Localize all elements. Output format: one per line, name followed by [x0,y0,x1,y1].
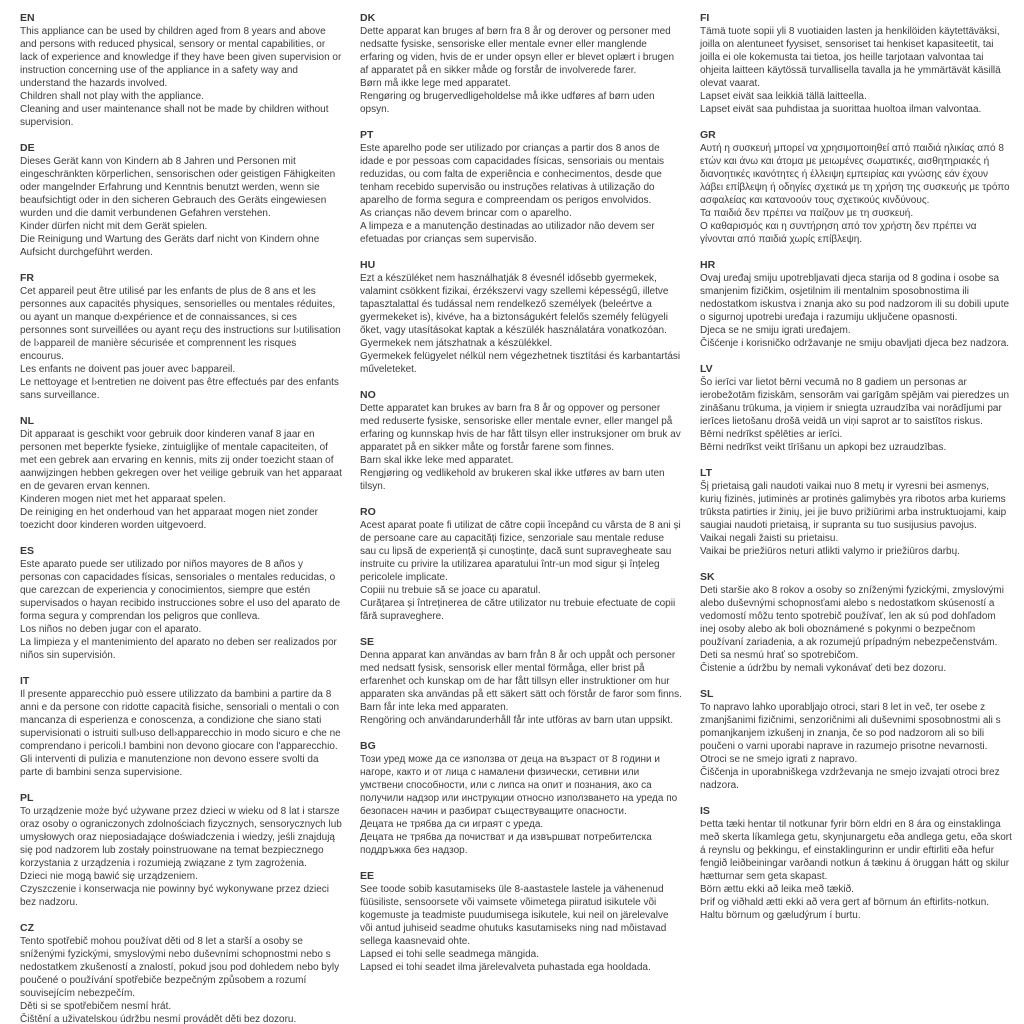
language-block-gr [700,129,1012,246]
instruction-paragraph: Децата не трябва да си играят с уреда. [360,819,544,830]
instruction-paragraph: Ezt a készüléket nem használhatják 8 évesnél idősebb gyermekek, valamint csökkent fizikai, érzékszervi vagy szellemi képességű, illetve tapasztalattal és tudással nem rendelkező személyek (beleértve a gyermekeket is), kivéve, ha a biztonságukért felelős személy felügyeli őket, vagy utasításokat kaptak a készülék használatára vonatkozóan. [360,273,669,336]
language-block-se [360,636,682,727]
instruction-paragraph: Þetta tæki hentar til notkunar fyrir börn eldri en 8 ára og einstaklinga með skerta líkamlega getu, skynjunargetu eða andlega getu, eða skort á reynslu og þekkingu, ef einstaklingurinn er undir eftirliti eða hefur fengið leiðbeiningar varðandi notkun á tækinu á öruggan hátt og skilur hætturnar sem geta skapast. [700,819,1012,882]
language-code-heading: FI [700,12,710,24]
instruction-paragraph: See toode sobib kasutamiseks üle 8-aastastele lastele ja vähenenud füüsiliste, sensoorsete või vaimsete võimetega piiratud isikutele või kogemuste ja teadmiste puudumisega isikutele, kui neil on järelevalve või antud juhiseid seadme ohutuks kasutamiseks ning nad mõistavad sellega kaasnevaid ohte. [360,884,669,947]
language-block-hu [360,259,682,376]
language-code-heading: PT [360,129,374,141]
instruction-paragraph: Šį prietaisą gali naudoti vaikai nuo 8 metų ir vyresni bei asmenys, kurių fizinės, jutiminės ar protinės galimybės yra ribotos arba kuriems trūksta patirties ir žinių, jei jie buvo prižiūrimi arba instruktuojami, kaip saugiai naudoti prietaisą, ir supranta su tuo susijusius pavojus. [700,481,1007,531]
instruction-paragraph: Gyermekek nem játszhatnak a készülékkel. [360,338,553,349]
instruction-paragraph: Cet appareil peut être utilisé par les enfants de plus de 8 ans et les personnes aux capacités physiques, sensorielles ou mentales réduites, ou ayant un manque d›expérience et de connaissances, si ces personnes sont surveillées ou ayant reçu des instructions sur l›utilisation de l›appareil de manière sécurisée et comprennent les risques encourus. [20,286,341,362]
instruction-paragraph: Děti si se spotřebičem nesmí hrát. [20,1001,172,1012]
instruction-paragraph: Deti sa nesmú hrať so spotrebičom. [700,650,859,661]
instruction-paragraph: Čištění a uživatelskou údržbu nesmí provádět děti bez dozoru. [20,1014,297,1024]
instruction-paragraph: Dette apparat kan bruges af børn fra 8 år og derover og personer med nedsatte fysiske, sensoriske eller mentale evner eller manglende erfaring og viden, hvis de er under opsyn eller er blevet oplært i brugen af apparatet på en sikker måde og forstår de involverede farer. [360,26,675,76]
language-code-heading: HU [360,259,376,271]
instruction-paragraph: A limpeza e a manutenção destinadas ao utilizador não devem ser efetuadas por crianças sem supervisão. [360,221,655,245]
instruction-paragraph: Börn ættu ekki að leika með tækið. [700,884,854,895]
language-code-heading: IT [20,675,30,687]
language-code-heading: LT [700,467,713,479]
language-block-it [20,675,342,779]
instruction-paragraph: As crianças não devem brincar com o aparelho. [360,208,572,219]
language-block-cz [20,922,342,1024]
instruction-paragraph: Vaikai be priežiūros neturi atlikti valymo ir priežiūros darbų. [700,546,960,557]
column-2 [360,12,682,1024]
instruction-paragraph: Die Reinigung und Wartung des Geräts darf nicht von Kindern ohne Aufsicht durchgeführt werden. [20,234,320,258]
instruction-paragraph: Il presente apparecchio può essere utilizzato da bambini a partire da 8 anni e da persone con ridotte capacità fisiche, sensoriali o mentali o con mancanza di esperienza e conoscenza, a condizione che siano stati supervisionati o istruiti sull›uso dell›apparecchio in modo sicuro e che ne comprendano i pericoli.I bambini non devono giocare con l'apparecchio. [20,689,341,752]
instruction-paragraph: Rengøring og brugervedligeholdelse må ikke udføres af børn uden opsyn. [360,91,655,115]
instruction-paragraph: To napravo lahko uporabljajo otroci, stari 8 let in več, ter osebe z zmanjšanimi fizičnimi, senzoričnimi ali duševnimi sposobnostmi ali s pomanjkanjem izkušenj in znanja, če so pod nadzorom ali so bili poučeni o varni uporabi naprave in razumejo prisotne nevarnosti. [700,702,1001,752]
language-code-heading: PL [20,792,34,804]
instruction-paragraph: Tämä tuote sopii yli 8 vuotiaiden lasten ja henkilöiden käytettäväksi, joilla on alentuneet fyysiset, sensoriset tai henkiset kapasiteetit, tai joilla ei ole kokemusta tai tietoa, jos heille tarjotaan valvontaa tai ohjeita laitteen käytössä turvallisella tavalla ja he ymmärtävät käsillä olevat vaarat. [700,26,1001,89]
instruction-paragraph: Gyermekek felügyelet nélkül nem végezhetnek tisztítási és karbantartási műveleteket. [360,351,681,375]
language-code-heading: GR [700,129,716,141]
language-block-lv [700,363,1012,454]
instruction-paragraph: Lapsed ei tohi selle seadmega mängida. [360,949,540,960]
instruction-paragraph: Vaikai negali žaisti su prietaisu. [700,533,839,544]
language-code-heading: CZ [20,922,34,934]
language-block-de [20,142,342,259]
instruction-paragraph: Este aparato puede ser utilizado por niños mayores de 8 años y personas con capacidades físicas, sensoriales o mentales reducidas, o que carezcan de experiencia y conocimientos, siempre que estén supervisados o hayan recibido instrucciones sobre el uso del aparato de forma segura y comprendan los peligros que conlleva. [20,559,341,622]
instruction-paragraph: De reiniging en het onderhoud van het apparaat mogen niet zonder toezicht door kinderen worden uitgevoerd. [20,507,318,531]
instruction-paragraph: To urządzenie może być używane przez dzieci w wieku od 8 lat i starsze oraz osoby o ograniczonych zdolnościach fizycznych, sensorycznych lub umysłowych oraz nieposiadające doświadczenia i wiedzy, jeśli znajdują się pod nadzorem lub zostały poinstruowane na temat bezpiecznego korzystania z urządzenia i rozumieją związane z tym zagrożenia. [20,806,342,869]
instruction-paragraph: Dette apparatet kan brukes av barn fra 8 år og oppover og personer med reduserte fysiske, sensoriske eller mentale evner, eller mangel på erfaring og kunnskap hvis de har fått tilsyn eller instruksjoner om bruk av apparatet på en sikker måte og forstår farene som finnes. [360,403,681,453]
language-code-heading: SL [700,688,714,700]
instruction-paragraph: Børn må ikke lege med apparatet. [360,78,511,89]
instruction-paragraph: Čišćenje i korisničko održavanje ne smiju obavljati djeca bez nadzora. [700,338,1010,349]
language-code-heading: SK [700,571,715,583]
language-block-hr [700,259,1012,350]
instruction-paragraph: Children shall not play with the appliance. [20,91,204,102]
language-block-pt [360,129,682,246]
instruction-paragraph: Les enfants ne doivent pas jouer avec l›appareil. [20,364,236,375]
column-3 [700,12,1012,1024]
instruction-paragraph: Dit apparaat is geschikt voor gebruik door kinderen vanaf 8 jaar en personen met beperkte fysieke, zintuiglijke of mentale capaciteiten, of met een gebrek aan ervaring en kennis, mits zij onder toezicht staan of aanwijzingen hebben gekregen over het veilige gebruik van het apparaat en de gevaren ervan kennen. [20,429,342,492]
language-code-heading: DK [360,12,376,24]
language-code-heading: EN [20,12,35,24]
instruction-paragraph: Este aparelho pode ser utilizado por crianças a partir dos 8 anos de idade e por pessoas com capacidades físicas, sensoriais ou mentais reduzidas, ou com falta de experiência e conhecimentos, desde que tenham recebido supervisão ou instruções relativas à utilização do aparelho de forma segura e compreendam os perigos envolvidos. [360,143,665,206]
language-block-ee [360,870,682,974]
language-block-pl [20,792,342,909]
language-block-es [20,545,342,662]
instruction-paragraph: This appliance can be used by children aged from 8 years and above and persons with reduced physical, sensory or mental capabilities, or lack of experience and knowledge if they have been given supervision or instruction concerning use of the appliance in a safety way and understand the hazards involved. [20,26,342,89]
instruction-paragraph: Lapset eivät saa leikkiä tällä laitteella. [700,91,867,102]
language-block-fi [700,12,1012,116]
language-code-heading: BG [360,740,376,752]
language-block-dk [360,12,682,116]
instruction-paragraph: Kinderen mogen niet met het apparaat spelen. [20,494,226,505]
instruction-paragraph: Dieses Gerät kann von Kindern ab 8 Jahren und Personen mit eingeschränkten körperlichen, sensorischen oder geistigen Fähigkeiten oder mangelnder Erfahrung und Kenntnis benutzt werden, wenn sie beaufsichtigt oder in den sicheren Gebrauch des Geräts eingewiesen wurden und die damit verbundenen Gefahren verstehen. [20,156,336,219]
language-code-heading: LV [700,363,713,375]
instruction-paragraph: Rengjøring og vedlikehold av brukeren skal ikke utføres av barn uten tilsyn. [360,468,665,492]
instruction-paragraph: Denna apparat kan användas av barn från 8 år och uppåt och personer med nedsatt fysisk, sensorisk eller mental förmåga, eller brist på erfarenhet och kunskap om de har fått tillsyn eller instruktioner om hur apparaten ska användas på ett säkert sätt och förstår de faror som finns. [360,650,682,700]
instruction-paragraph: Αυτή η συσκευή μπορεί να χρησιμοποιηθεί από παιδιά ηλικίας από 8 ετών και άνω και άτομα με μειωμένες σωματικές, αισθητηριακές ή διανοητικές ικανότητες ή έλλειψη εμπειρίας και γνώσης εάν έχουν λάβει επίβλεψη ή οδηγίες σχετικά με τη χρήση της συσκευής με τρόπο ασφαλείας και κατανοούν τους σχετικούς κινδύνους. [700,143,1010,206]
instruction-paragraph: Djeca se ne smiju igrati uređajem. [700,325,851,336]
language-block-en [20,12,342,129]
instruction-paragraph: Cleaning and user maintenance shall not be made by children without supervision. [20,104,329,128]
instruction-paragraph: Ο καθαρισμός και η συντήρηση από τον χρήστη δεν πρέπει να γίνονται από παιδιά χωρίς επίβλεψη. [700,221,977,245]
instruction-paragraph: Barn får inte leka med apparaten. [360,702,509,713]
language-block-ro [360,506,682,623]
instruction-paragraph: Gli interventi di pulizia e manutenzione non devono essere svolti da parte di bambini senza supervisione. [20,754,319,778]
language-code-heading: DE [20,142,35,154]
instruction-paragraph: Bērni nedrīkst spēlēties ar ierīci. [700,429,843,440]
instruction-paragraph: Lapset eivät saa puhdistaa ja suorittaa huoltoa ilman valvontaa. [700,104,982,115]
instruction-paragraph: Този уред може да се използва от деца на възраст от 8 години и нагоре, както и от лица с намалени физически, сетивни или умствени способности, или с липса на опит и познания, ако са получили надзор или инструкции относно използването на уреда по безопасен начин и разбират съществуващите опасности. [360,754,678,817]
language-code-heading: NO [360,389,376,401]
language-block-no [360,389,682,493]
instruction-paragraph: Czyszczenie i konserwacja nie powinny być wykonywane przez dzieci bez nadzoru. [20,884,330,908]
language-block-nl [20,415,342,532]
language-code-heading: ES [20,545,35,557]
instruction-paragraph: Copiii nu trebuie să se joace cu aparatul. [360,585,541,596]
instruction-paragraph: Curățarea și întreținerea de către utilizator nu trebuie efectuate de copii fără supraveghere. [360,598,676,622]
instruction-paragraph: Децата не трябва да почистват и да извършват потребителска поддръжка без надзор. [360,832,652,856]
instruction-paragraph: Otroci se ne smejo igrati z napravo. [700,754,858,765]
instruction-paragraph: Þrif og viðhald ætti ekki að vera gert af börnum án eftirlits-notkun. [700,897,990,908]
language-code-heading: NL [20,415,34,427]
instruction-paragraph: Ovaj uređaj smiju upotrebljavati djeca starija od 8 godina i osobe sa smanjenim fizičkim, osjetilnim ili mentalnim sposobnostima ili nedostatkom iskustva i znanja ako su pod nadzorom ili su dobili upute o sigurnoj upotrebi uređaja i razumiju uključene opasnosti. [700,273,1010,323]
language-block-sl [700,688,1012,792]
instruction-paragraph: Barn skal ikke leke med apparatet. [360,455,514,466]
instruction-paragraph: La limpieza y el mantenimiento del aparato no deben ser realizados por niños sin supervisión. [20,637,337,661]
instruction-paragraph: Deti staršie ako 8 rokov a osoby so zníženými fyzickými, zmyslovými alebo duševnými schopnosťami alebo s nedostatkom skúseností a vedomostí môžu tento spotrebič používať, len ak sú pod dohľadom inej osoby alebo ak boli oboznámené s pokynmi o bezpečnom používaní zariadenia, a ak rozumejú prípadným nebezpečenstvám. [700,585,1004,648]
instruction-paragraph: Bērni nedrīkst veikt tīrīšanu un apkopi bez uzraudzības. [700,442,947,453]
instruction-paragraph: Haltu börnum og gæludýrum í burtu. [700,910,861,921]
language-code-heading: HR [700,259,716,271]
instruction-paragraph: Šo ierīci var lietot bērni vecumā no 8 gadiem un personas ar ierobežotām fiziskām, sensorām vai garīgām spējām vai pieredzes un zināšanu trūkuma, ja viņiem ir sniegta uzraudzība vai norādījumi par ierīces lietošanu drošā veidā un viņi saprot ar to saistītos riskus. [700,377,1010,427]
instruction-paragraph: Acest aparat poate fi utilizat de către copii începând cu vârsta de 8 ani și de persoane care au capacități fizice, senzoriale sau mentale reduse sau cu lipsă de experiență și cunoștințe, dacă sunt supravegheate sau instruite cu privire la utilizarea aparatului într-un mod sigur și înțeleg pericolele implicate. [360,520,681,583]
instruction-paragraph: Le nettoyage et l›entretien ne doivent pas être effectués par des enfants sans surveillance. [20,377,339,401]
instruction-paragraph: Dzieci nie mogą bawić się urządzeniem. [20,871,198,882]
instruction-paragraph: Čistenie a údržbu by nemali vykonávať deti bez dozoru. [700,663,947,674]
language-block-sk [700,571,1012,675]
language-code-heading: SE [360,636,375,648]
instruction-paragraph: Lapsed ei tohi seadet ilma järelevalveta puhastada ega hooldada. [360,962,651,973]
instruction-paragraph: Rengöring och användarunderhåll får inte utföras av barn utan uppsikt. [360,715,673,726]
instruction-paragraph: Čiščenja in uporabniškega vzdrževanja ne smejo izvajati otroci brez nadzora. [700,767,1000,791]
language-code-heading: IS [700,805,710,817]
instruction-paragraph: Los niños no deben jugar con el aparato. [20,624,202,635]
language-block-bg [360,740,682,857]
instruction-paragraph: Tento spotřebič mohou používat děti od 8 let a starší a osoby se sníženými fyzickými, smyslovými nebo duševními schopnostmi nebo s nedostatkem zkušeností a znalostí, pokud jsou pod dohledem nebo byly poučené o používání spotřebiče bezpečným způsobem a rozumí souvisejícím nebezpečím. [20,936,340,999]
language-block-lt [700,467,1012,558]
language-block-is [700,805,1012,922]
instruction-paragraph: Kinder dürfen nicht mit dem Gerät spielen. [20,221,208,232]
language-code-heading: RO [360,506,376,518]
language-code-heading: FR [20,272,34,284]
column-1 [20,12,342,1024]
language-code-heading: EE [360,870,375,882]
language-block-fr [20,272,342,402]
instruction-paragraph: Τα παιδιά δεν πρέπει να παίζουν με τη συσκευή. [700,208,914,219]
